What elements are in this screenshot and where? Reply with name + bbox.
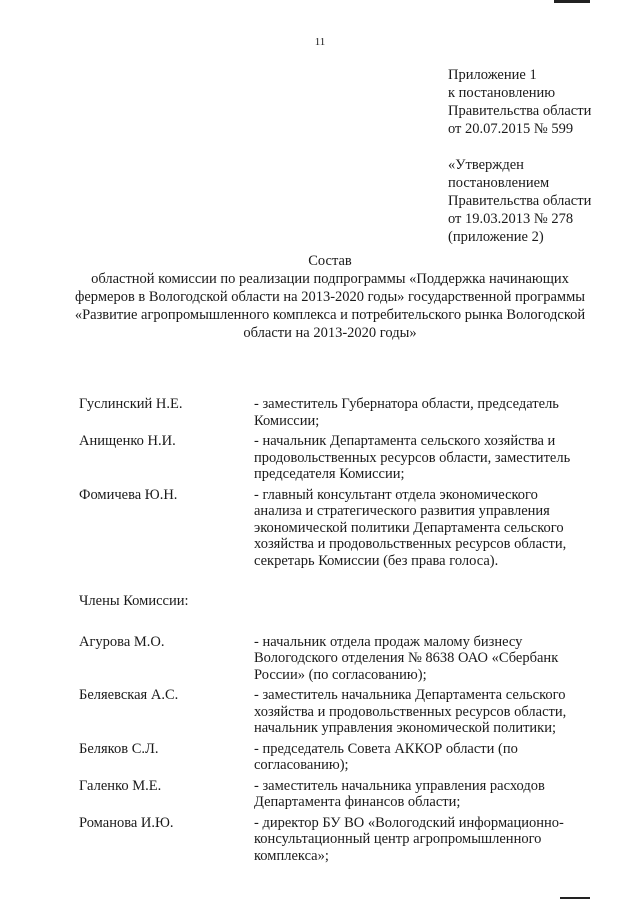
role-line: - заместитель начальника Департамента сельского	[254, 687, 566, 703]
approved-line: Правительства области	[448, 193, 592, 209]
role-line: - заместитель начальника управления расходов	[254, 777, 545, 794]
member-role	[254, 634, 599, 684]
member-row	[79, 433, 599, 483]
approved-line: «Утвержден	[448, 157, 524, 173]
member-role	[254, 778, 599, 811]
member-name: Галенко М.Е.	[79, 777, 162, 794]
role-line: продовольственных ресурсов области, заместитель	[254, 449, 571, 466]
members-heading: Члены Комиссии:	[79, 593, 189, 609]
member-row	[79, 815, 599, 865]
role-line: хозяйства и продовольственных ресурсов области,	[254, 536, 567, 552]
member-row	[79, 778, 599, 811]
member-role	[254, 815, 599, 865]
title-line: «Развитие агропромышленного комплекса и потребительского рынка Вологодской	[74, 307, 586, 323]
approved-line: постановлением	[448, 175, 550, 191]
appendix-header	[448, 66, 591, 138]
title-line: областной комиссии по реализации подпрограммы «Поддержка начинающих	[91, 271, 569, 287]
document-title	[40, 252, 620, 342]
scan-mark-bottom	[560, 897, 590, 899]
approved-line: (приложение 2)	[448, 229, 544, 245]
member-name: Анищенко Н.И.	[79, 433, 176, 449]
appendix-line: Правительства области	[448, 103, 592, 119]
role-line: Вологодского отделения № 8638 ОАО «Сбербанк	[254, 650, 559, 666]
role-line: консультационный центр агропромышленного	[254, 831, 542, 847]
role-line: - начальник Департамента сельского хозяйства и	[254, 433, 556, 449]
role-line: России» (по согласованию);	[254, 666, 427, 683]
member-row	[79, 687, 599, 737]
title-line: фермеров в Вологодской области на 2013-2020 годы» государственной программы	[74, 289, 586, 305]
role-line: - директор БУ ВО «Вологодский информационно-	[254, 814, 564, 831]
role-line: хозяйства и продовольственных ресурсов области,	[254, 703, 567, 720]
member-name: Беляков С.Л.	[79, 740, 159, 757]
commission-list	[79, 396, 599, 868]
page-number: 11	[314, 36, 326, 48]
role-line: Комиссии;	[254, 412, 320, 429]
member-name: Романова И.Ю.	[79, 814, 174, 831]
member-row	[79, 487, 599, 570]
role-line: начальник управления экономической политики;	[254, 720, 557, 736]
member-role	[254, 396, 599, 429]
appendix-line: к постановлению	[448, 85, 556, 101]
member-role	[254, 741, 599, 774]
role-line: - председатель Совета АККОР области (по	[254, 740, 518, 757]
role-line: - главный консультант отдела экономического	[254, 486, 538, 503]
member-name: Фомичева Ю.Н.	[79, 486, 178, 503]
member-row	[79, 634, 599, 684]
title-line: области на 2013-2020 годы»	[243, 325, 417, 341]
member-name: Гуслинский Н.Е.	[79, 396, 183, 412]
role-line: - заместитель Губернатора области, председатель	[254, 396, 559, 412]
appendix-line: Приложение 1	[448, 67, 537, 83]
member-row	[79, 741, 599, 774]
role-line: секретарь Комиссии (без права голоса).	[254, 552, 499, 569]
member-row	[79, 396, 599, 429]
role-line: Департамента финансов области;	[254, 794, 461, 810]
role-line: комплекса»;	[254, 847, 329, 864]
approved-block	[448, 156, 591, 246]
member-name: Беляевская А.С.	[79, 687, 179, 703]
scan-mark-top	[554, 0, 590, 3]
appendix-line: от 20.07.2015 № 599	[448, 121, 574, 137]
member-name: Агурова М.О.	[79, 633, 165, 650]
approved-line: от 19.03.2013 № 278	[448, 211, 574, 227]
role-line: согласованию);	[254, 757, 349, 773]
role-line: экономической политики Департамента сельского	[254, 519, 564, 536]
member-role	[254, 433, 599, 483]
role-line: анализа и стратегического развития управления	[254, 503, 550, 519]
member-role	[254, 687, 599, 737]
title-heading: Состав	[308, 253, 352, 269]
member-role	[254, 487, 599, 570]
role-line: - начальник отдела продаж малому бизнесу	[254, 633, 523, 650]
role-line: председателя Комиссии;	[254, 466, 405, 482]
